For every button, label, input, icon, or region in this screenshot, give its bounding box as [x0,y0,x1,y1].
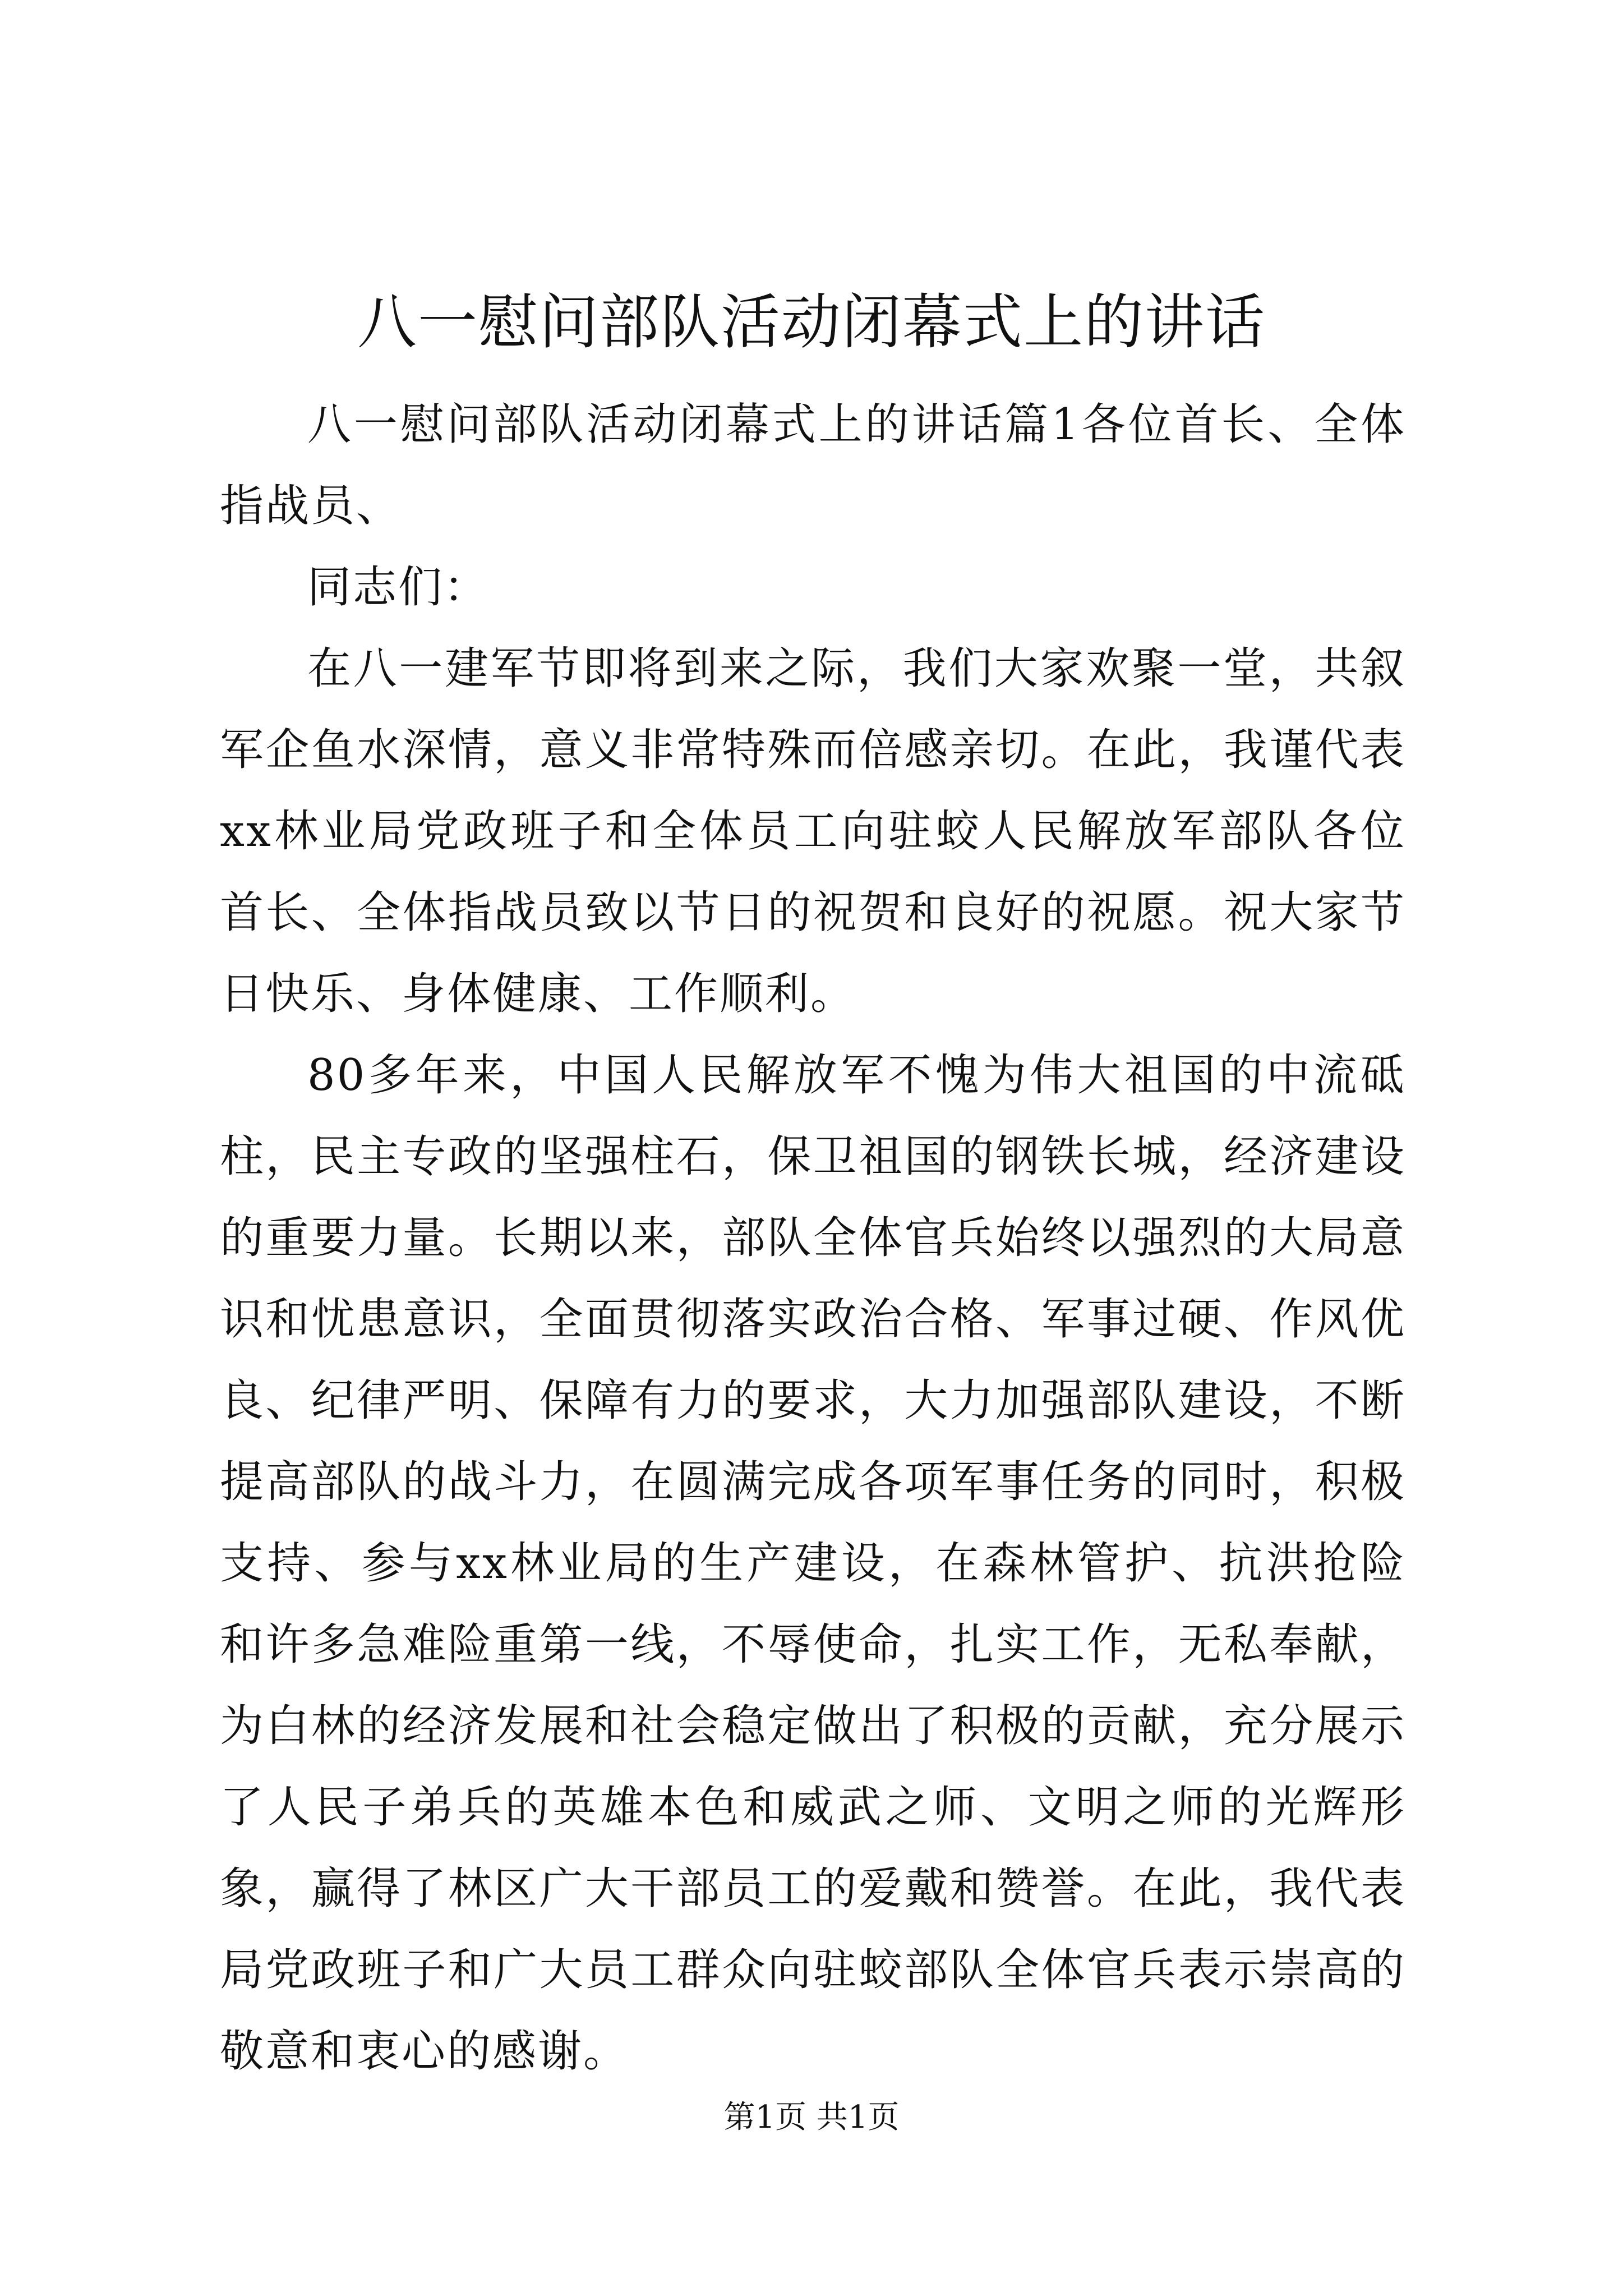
page-footer: 第1页 共1页 [723,2099,900,2136]
document-body [220,384,1406,2092]
paragraph-greeting: 在八一建军节即将到来之际，我们大家欢聚一堂，共叙军企鱼水深情，意义非常特殊而倍感亲切。在此，我谨代表xx林业局党政班子和全体员工向驻蛟人民解放军部队各位首长、全体指战员致以节日的祝贺和良好的祝愿。祝大家节日快乐、身体健康、工作顺利。 [220,643,1406,1019]
document-title: 八一慰问部队活动闭幕式上的讲话 [357,288,1266,357]
paragraph-salutation: 同志们： [307,562,490,613]
paragraph-tribute: 80多年来，中国人民解放军不愧为伟大祖国的中流砥柱，民主专政的坚强柱石，保卫祖国的钢铁长城，经济建设的重要力量。长期以来，部队全体官兵始终以强烈的大局意识和忧患意识，全面贯彻落实政治合格、军事过硬、作风优良、纪律严明、保障有力的要求，大力加强部队建设，不断提高部队的战斗力，在圆满完成各项军事任务的同时，积极支持、参与xx林业局的生产建设，在森林管护、抗洪抢险和许多急难险重第一线，不辱使命，扎实工作，无私奉献，为白林的经济发展和社会稳定做出了积极的贡献，充分展示了人民子弟兵的英雄本色和威武之师、文明之师的光辉形象，赢得了林区广大干部员工的爱戴和赞誉。在此，我代表局党政班子和广大员工群众向驻蛟部队全体官兵表示崇高的敬意和衷心的感谢。 [220,1050,1406,2077]
paragraph-opening: 八一慰问部队活动闭幕式上的讲话篇1各位首长、全体指战员、 [220,399,1406,531]
